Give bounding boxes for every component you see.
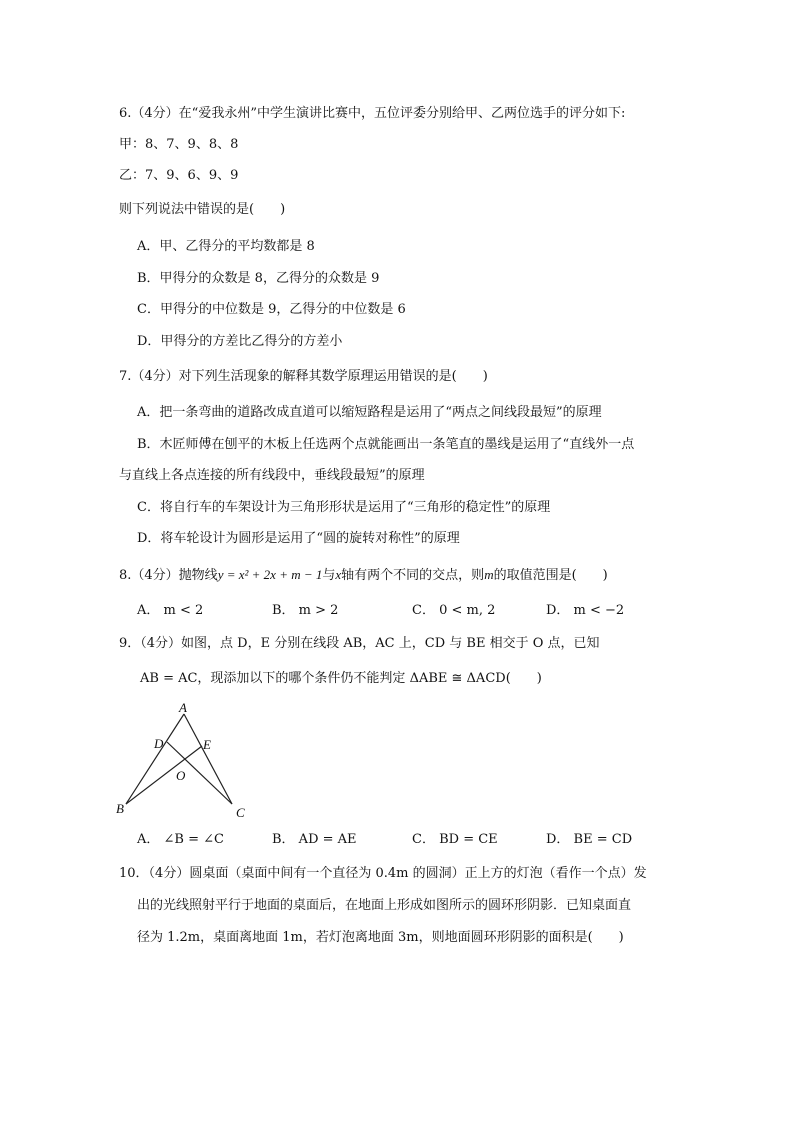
q7-option-b-line1[interactable]: B．木匠师傅在刨平的木板上任选两个点就能画出一条笔直的墨线是运用了“直线外一点 (137, 437, 635, 452)
label-b: B (116, 801, 124, 816)
q8-x-var: x (335, 567, 342, 582)
q7-option-b-line2: 与直线上各点连接的所有线段中，垂线段最短”的原理 (119, 468, 425, 483)
q6-yi-scores: 乙：7、9、6、9、9 (119, 168, 239, 183)
q6-option-d[interactable]: D．甲得分的方差比乙得分的方差小 (137, 334, 343, 349)
q9-stem-line2: AB = AC，现添加以下的哪个条件仍不能判定 ΔABE ≅ ΔACD( ) (140, 671, 542, 686)
q8-mid2: 轴有两个不同的交点，则 (341, 568, 485, 583)
q6-question: 则下列说法中错误的是( ) (119, 202, 286, 217)
q8-formula: y = x² + 2x + m − 1 (217, 567, 323, 582)
q10-stem-line3: 径为 1.2m，桌面离地面 1m，若灯泡离地面 3m，则地面圆环形阴影的面积是( ) (137, 930, 624, 945)
q8-option-b[interactable]: B． m > 2 (272, 603, 339, 618)
q6-option-c[interactable]: C．甲得分的中位数是 9，乙得分的中位数是 6 (137, 302, 406, 317)
q7-option-d[interactable]: D．将车轮设计为圆形是运用了“圆的旋转对称性”的原理 (137, 531, 460, 546)
q8-stem (119, 566, 608, 585)
q7-option-a[interactable]: A．把一条弯曲的道路改成直道可以缩短路程是运用了“两点之间线段最短”的原理 (137, 405, 602, 420)
q9-option-d[interactable]: D． BE = CD (546, 832, 633, 847)
q8-suffix: 的取值范围是( ) (493, 568, 608, 583)
label-c: C (236, 805, 245, 820)
label-e: E (203, 737, 211, 752)
segment-be (126, 746, 202, 804)
q7-stem: 7.（4分）对下列生活现象的解释其数学原理运用错误的是( ) (119, 369, 488, 384)
q9-stem-line1: 9．（4分）如图，点 D，E 分别在线段 AB，AC 上，CD 与 BE 相交于 O 点，已知 (119, 636, 600, 651)
q9-triangle-figure (114, 702, 254, 820)
q6-stem: 6.（4分）在“爱我永州”中学生演讲比赛中，五位评委分别给甲、乙两位选手的评分如下: (119, 106, 626, 121)
q10-stem-line2: 出的光线照射平行于地面的桌面后，在地面上形成如图所示的圆环形阴影．已知桌面直 (137, 898, 632, 913)
q9-option-b[interactable]: B． AD = AE (272, 832, 357, 847)
q10-stem-line1: 10．（4分）圆桌面（桌面中间有一个直径为 0.4m 的圆洞）正上方的灯泡（看作一个点）发 (119, 866, 647, 881)
q9-option-a[interactable]: A． ∠B = ∠C (137, 832, 224, 847)
q8-option-d[interactable]: D． m < −2 (546, 603, 625, 618)
q6-jia-scores: 甲：8、7、9、8、8 (119, 137, 239, 152)
q6-option-a[interactable]: A．甲、乙得分的平均数都是 8 (137, 239, 315, 254)
q9-option-c[interactable]: C． BD = CE (412, 832, 498, 847)
label-o: O (176, 768, 186, 783)
q8-option-c[interactable]: C． 0 < m, 2 (412, 603, 496, 618)
label-a: A (179, 702, 187, 715)
segment-ab (126, 714, 184, 804)
q7-option-c[interactable]: C．将自行车的车架设计为三角形形状是运用了“三角形的稳定性”的原理 (137, 500, 551, 515)
q8-m-var: m (484, 567, 494, 582)
q6-option-b[interactable]: B．甲得分的众数是 8，乙得分的众数是 9 (137, 271, 380, 286)
segment-ac (184, 714, 232, 804)
q8-mid: 与 (322, 568, 336, 583)
q8-option-a[interactable]: A． m < 2 (137, 603, 204, 618)
label-d: D (154, 736, 164, 751)
q8-prefix: 8.（4分）抛物线 (119, 568, 218, 583)
